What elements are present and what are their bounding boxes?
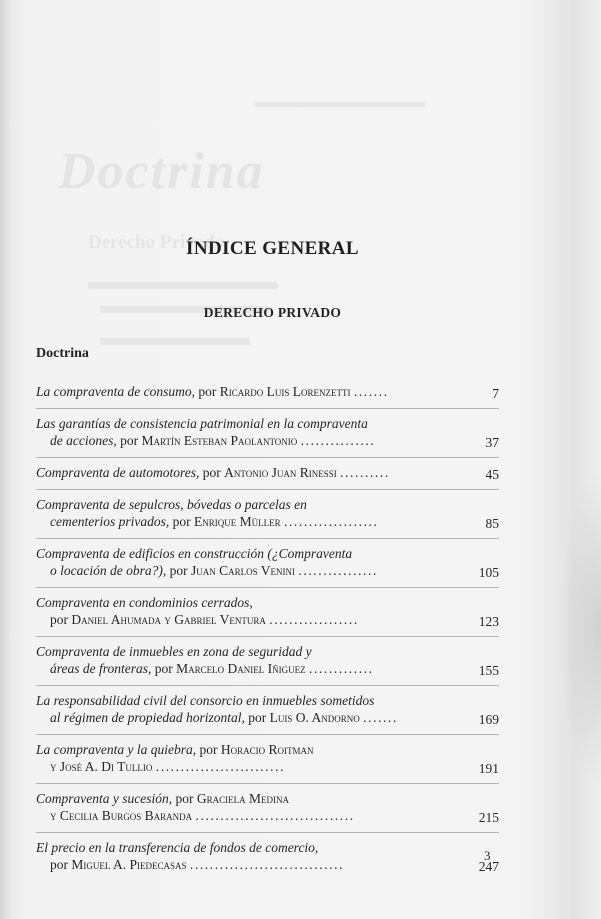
table-of-contents (36, 383, 499, 887)
ghost-heading: Doctrina (58, 143, 265, 200)
entry-author-first: Graciela Medina (196, 791, 289, 806)
toc-entry: La compraventa y la quiebra, por Horacio Roitman y José A. Di Tullio .......................... 191 (36, 741, 499, 784)
entry-title: Las garantías de consistencia patrimonial en la compraventa (36, 416, 368, 431)
entry-title: La responsabilidad civil del consorcio en inmuebles sometidos (36, 693, 375, 708)
entry-page: 105 (478, 565, 499, 580)
entry-author-prefix: por (202, 465, 221, 480)
entry-title-cont: cementerios privados, (50, 514, 170, 529)
toc-entry: Compraventa y sucesión, por Graciela Medina y Cecilia Burgos Baranda ................................ 215 (36, 790, 499, 833)
toc-entry: La responsabilidad civil del consorcio en inmuebles sometidos al régimen de propiedad horizontal, por Luis O. Andorno ....... 169 (36, 692, 499, 735)
section-heading: DERECHO PRIVADO (203, 305, 342, 320)
entry-page: 45 (485, 467, 499, 482)
entry-author: Ricardo Luis Lorenzetti (219, 384, 351, 399)
toc-entry: Compraventa de sepulcros, bóvedas o parcelas en cementerios privados, por Enrique Müller ................... 85 (36, 496, 499, 539)
entry-author: Martín Esteban Paolantonio (141, 433, 298, 448)
page-title: ÍNDICE GENERAL (186, 238, 359, 259)
entry-author-prefix: por (248, 710, 267, 725)
entry-author: Enrique Müller (193, 514, 281, 529)
entry-title: Compraventa en condominios cerrados, (36, 595, 253, 610)
entry-page: 191 (478, 761, 499, 776)
ghost-subheading: Derecho Privado (88, 232, 225, 253)
entry-author: Daniel Ahumada y Gabriel Ventura (71, 612, 266, 627)
entry-page: 155 (478, 663, 499, 678)
entry-title-cont: al régimen de propiedad horizontal, (50, 710, 245, 725)
entry-title: Compraventa de sepulcros, bóvedas o parcelas en (36, 497, 307, 512)
entry-title-cont: o locación de obra?), (50, 563, 167, 578)
entry-page: 215 (478, 810, 499, 825)
entry-page: 123 (478, 614, 499, 629)
toc-entry: Compraventa de edificios en construcción (¿Compraventa o locación de obra?), por Juan Carlos Venini ................ 105 (36, 545, 499, 588)
toc-entry: Compraventa de inmuebles en zona de seguridad y áreas de fronteras, por Marcelo Daniel Iñiguez ............. 155 (36, 643, 499, 686)
entry-title: Compraventa de edificios en construcción (¿Compraventa (36, 546, 353, 561)
entry-author-prefix: por (120, 433, 139, 448)
page-number: 3 (484, 848, 491, 863)
entry-author-prefix: por (175, 791, 194, 806)
entry-page: 37 (485, 435, 499, 450)
entry-author: Miguel A. Piedecasas (71, 857, 187, 872)
entry-title: Compraventa de inmuebles en zona de seguridad y (36, 644, 312, 659)
entry-page: 7 (492, 386, 499, 401)
entry-author-prefix: por (50, 857, 68, 872)
entry-author-prefix: por (50, 612, 68, 627)
entry-author-prefix: por (172, 514, 191, 529)
toc-entry: Compraventa de automotores, por Antonio Juan Rinessi .......... 45 (36, 464, 499, 490)
entry-author: Marcelo Daniel Iñiguez (176, 661, 306, 676)
subsection-heading: Doctrina (36, 346, 89, 361)
entry-title: La compraventa y la quiebra, (36, 742, 197, 757)
entry-author: y José A. Di Tullio (50, 759, 153, 774)
entry-author-prefix: por (169, 563, 188, 578)
toc-entry: Compraventa en condominios cerrados, por Daniel Ahumada y Gabriel Ventura .................. 123 (36, 594, 499, 637)
entry-author: Luis O. Andorno (269, 710, 360, 725)
entry-title: El precio en la transferencia de fondos de comercio, (36, 840, 319, 855)
entry-title: Compraventa de automotores, (36, 465, 200, 480)
entry-author: Antonio Juan Rinessi (224, 465, 337, 480)
toc-entry: El precio en la transferencia de fondos de comercio, por Miguel A. Piedecasas ............................... 247 (36, 840, 499, 874)
entry-author: Juan Carlos Venini (190, 563, 295, 578)
entry-title: La compraventa de consumo, (36, 384, 195, 399)
toc-entry: Las garantías de consistencia patrimonial en la compraventa de acciones, por Martín Esteban Paolantonio ............... 37 (36, 415, 499, 458)
entry-page: 169 (478, 712, 499, 727)
entry-title-cont: áreas de fronteras, (50, 661, 152, 676)
entry-title-cont: de acciones, (50, 433, 117, 448)
entry-author-first: Horacio Roitman (220, 742, 314, 757)
entry-author-prefix: por (198, 384, 217, 399)
entry-page: 85 (485, 516, 499, 531)
entry-page: 247 (478, 859, 499, 874)
toc-entry: La compraventa de consumo, por Ricardo Luis Lorenzetti ....... 7 (36, 383, 499, 409)
entry-author-prefix: por (199, 742, 218, 757)
entry-title: Compraventa y sucesión, (36, 791, 173, 806)
entry-author-prefix: por (154, 661, 173, 676)
entry-author: y Cecilia Burgos Baranda (50, 808, 193, 823)
